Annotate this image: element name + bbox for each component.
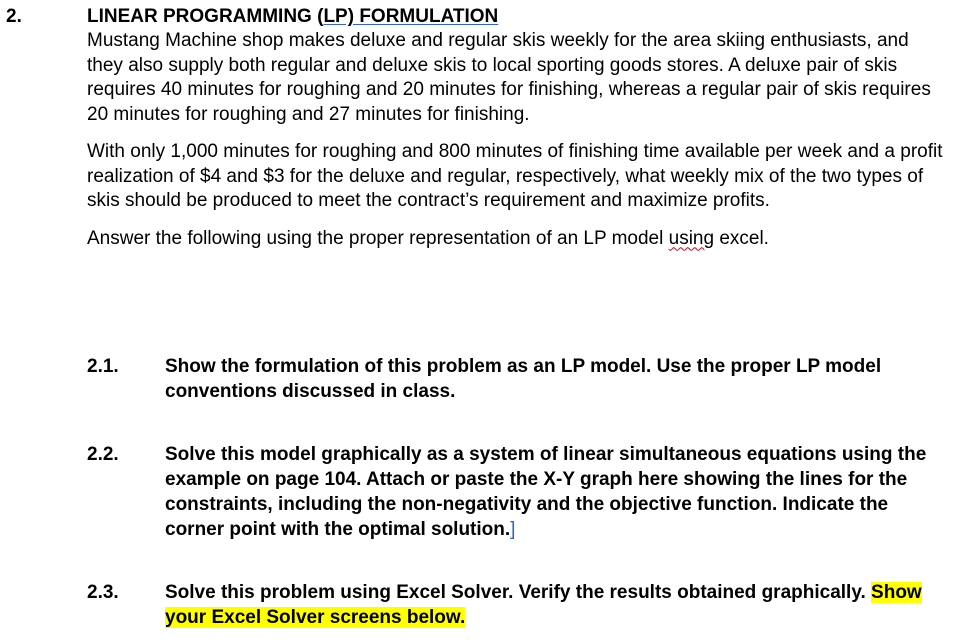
subquestion-2-2 bbox=[87, 442, 947, 542]
instruction-text-end: excel. bbox=[714, 227, 769, 249]
question-body bbox=[87, 6, 947, 251]
question-number: 2. bbox=[6, 6, 22, 27]
subquestion-number: 2.1. bbox=[87, 356, 119, 377]
subquestion-2-1 bbox=[87, 354, 947, 404]
question-title bbox=[87, 6, 947, 28]
title-underlined-text: LP) FORMULATION bbox=[323, 6, 499, 27]
spell-check-flagged-word[interactable]: using bbox=[668, 227, 715, 249]
subquestion-text: Show the formulation of this problem as an LP model. Use the proper LP model conventions discussed in class. bbox=[165, 356, 882, 402]
subquestion-text-container bbox=[165, 580, 945, 630]
instruction-paragraph bbox=[87, 227, 947, 252]
subquestion-text: Solve this problem using Excel Solver. Verify the results obtained graphically. bbox=[165, 582, 872, 603]
problem-paragraph-1: Mustang Machine shop makes deluxe and regular skis weekly for the area skiing enthusiasts, and they also supply both regular and deluxe skis to local sporting goods stores. A deluxe pair of skis requires 40 minutes for roughing and 20 minutes for finishing, whereas a regular pair of skis requires 20 minutes for roughing and 27 minutes for finishing. bbox=[87, 30, 931, 125]
instruction-text-start: Answer the following using the proper representation of an LP model bbox=[87, 227, 669, 249]
title-text: LINEAR PROGRAMMING ( bbox=[87, 6, 324, 27]
problem-paragraph-2: With only 1,000 minutes for roughing and 800 minutes of finishing time available per week and a profit realization of $4 and $3 for the deluxe and regular, respectively, what weekly mix of the two types of skis should be produced to meet the contract’s requirement and maximize profits. bbox=[87, 141, 943, 211]
subquestion-number: 2.3. bbox=[87, 582, 119, 603]
subquestion-text-container bbox=[165, 442, 945, 542]
highlighted-instruction: Show your Excel Solver screens below. bbox=[165, 582, 922, 628]
comment-anchor-mark[interactable]: ] bbox=[510, 519, 516, 540]
subquestion-text: Solve this model graphically as a system of linear simultaneous equations using the example on page 104. Attach or paste the X-Y graph here showing the lines for the constraints, including the non-negativity and the objective function. Indicate the corner point with the optimal solution. bbox=[165, 444, 927, 540]
subquestion-2-3 bbox=[87, 580, 947, 630]
subquestion-number: 2.2. bbox=[87, 444, 119, 465]
